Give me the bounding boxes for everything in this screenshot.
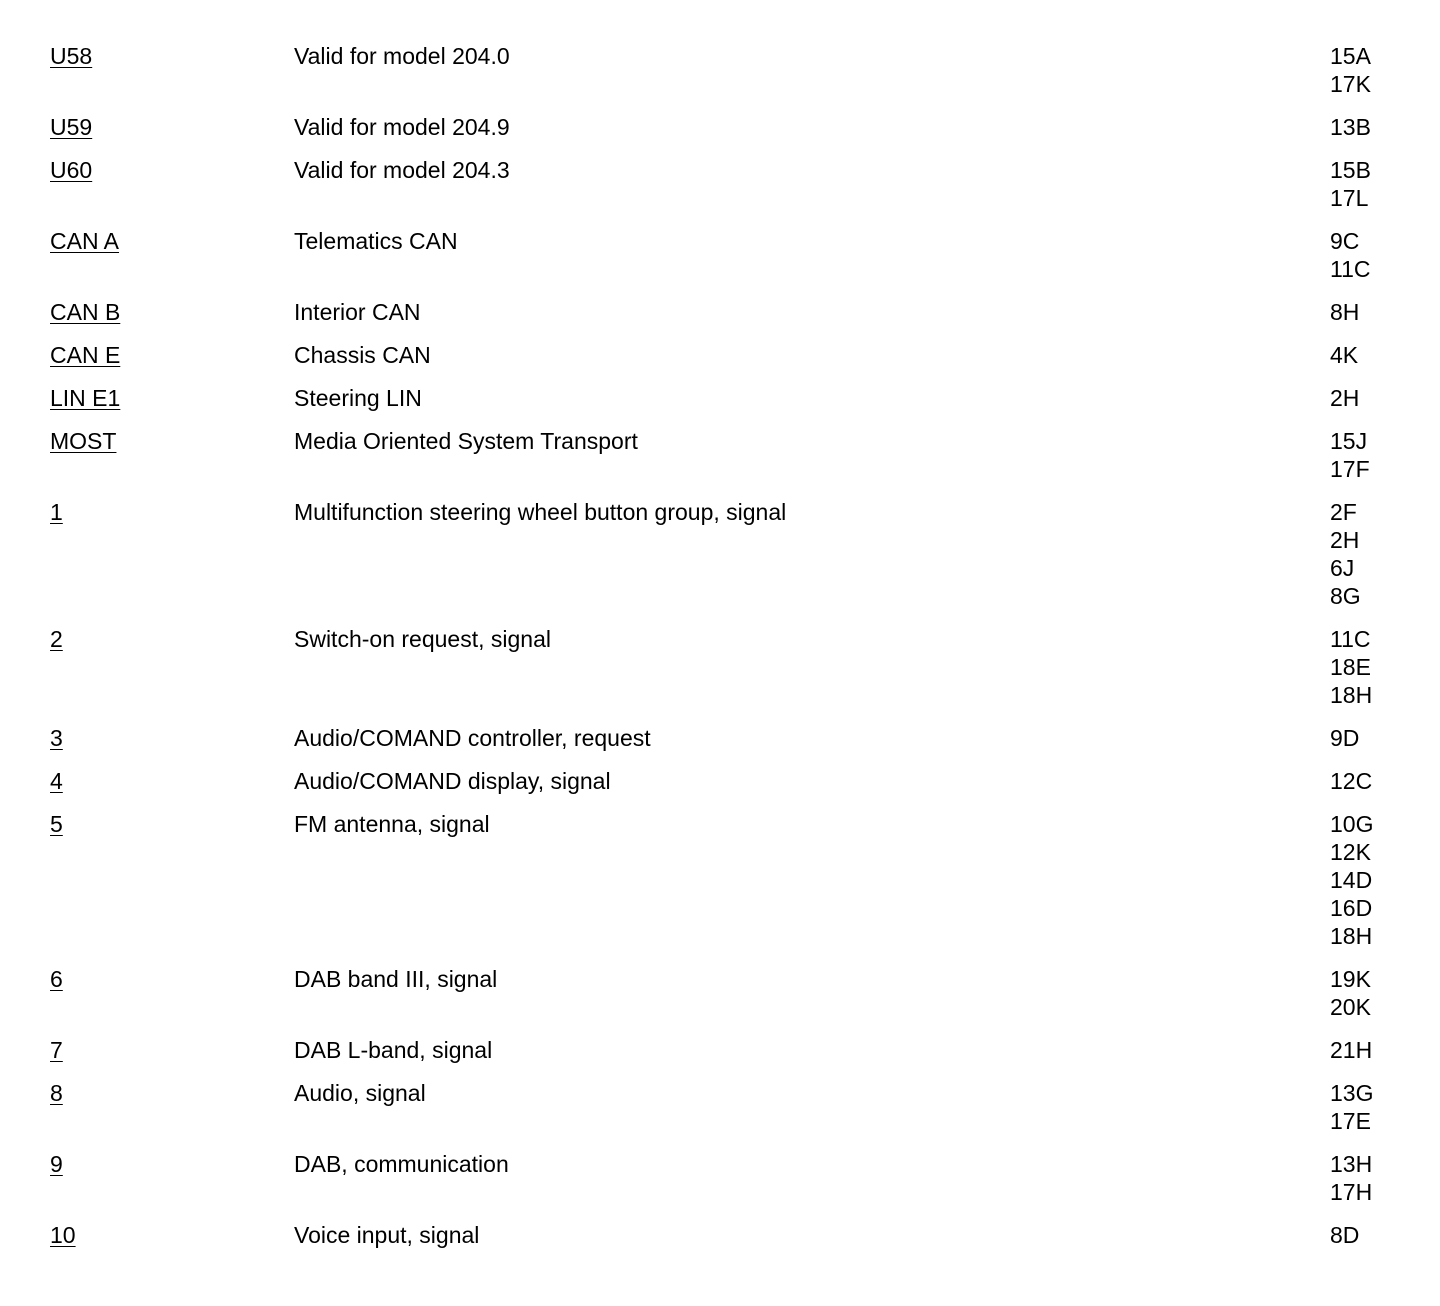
grid-reference: 13B bbox=[1330, 114, 1371, 140]
legend-row bbox=[0, 1221, 1440, 1249]
grid-reference: 2H bbox=[1330, 527, 1360, 553]
grid-reference: 4K bbox=[1330, 342, 1359, 368]
grid-reference: 9C bbox=[1330, 228, 1360, 254]
legend-code-link[interactable]: 4 bbox=[50, 768, 63, 794]
legend-grid-refs bbox=[1330, 965, 1440, 1021]
grid-reference: 17K bbox=[1330, 71, 1371, 97]
legend-grid-refs bbox=[1330, 625, 1440, 709]
legend-grid-refs bbox=[1330, 298, 1440, 326]
legend-description: Valid for model 204.3 bbox=[294, 157, 510, 183]
legend-code-link[interactable]: 8 bbox=[50, 1080, 63, 1106]
grid-reference: 13H bbox=[1330, 1151, 1373, 1177]
legend-grid-refs bbox=[1330, 1036, 1440, 1064]
legend-row bbox=[0, 42, 1440, 98]
legend-list bbox=[0, 42, 1440, 1264]
legend-grid-refs bbox=[1330, 810, 1440, 950]
legend-code-link[interactable]: MOST bbox=[50, 428, 117, 454]
grid-reference: 16D bbox=[1330, 895, 1373, 921]
grid-reference: 15B bbox=[1330, 157, 1371, 183]
legend-row bbox=[0, 810, 1440, 950]
legend-code-link[interactable]: CAN A bbox=[50, 228, 120, 254]
legend-grid-refs bbox=[1330, 767, 1440, 795]
grid-reference: 6J bbox=[1330, 555, 1355, 581]
grid-reference: 12K bbox=[1330, 839, 1371, 865]
legend-code-link[interactable]: U59 bbox=[50, 114, 93, 140]
grid-reference: 17E bbox=[1330, 1108, 1371, 1134]
legend-code-link[interactable]: 3 bbox=[50, 725, 63, 751]
legend-code-link[interactable]: 6 bbox=[50, 966, 63, 992]
legend-row bbox=[0, 965, 1440, 1021]
legend-grid-refs bbox=[1330, 384, 1440, 412]
legend-row bbox=[0, 625, 1440, 709]
legend-description: Valid for model 204.0 bbox=[294, 43, 510, 69]
legend-description: DAB, communication bbox=[294, 1151, 509, 1177]
grid-reference: 8G bbox=[1330, 583, 1361, 609]
grid-reference: 18E bbox=[1330, 654, 1371, 680]
grid-reference: 17F bbox=[1330, 456, 1370, 482]
legend-row bbox=[0, 227, 1440, 283]
grid-reference: 21H bbox=[1330, 1037, 1373, 1063]
grid-reference: 8D bbox=[1330, 1222, 1360, 1248]
legend-code-link[interactable]: 2 bbox=[50, 626, 63, 652]
grid-reference: 11C bbox=[1330, 256, 1371, 282]
legend-grid-refs bbox=[1330, 227, 1440, 283]
grid-reference: 8H bbox=[1330, 299, 1360, 325]
grid-reference: 2H bbox=[1330, 385, 1360, 411]
legend-description: Audio/COMAND controller, request bbox=[294, 725, 651, 751]
legend-description: DAB band III, signal bbox=[294, 966, 498, 992]
legend-description: Steering LIN bbox=[294, 385, 422, 411]
legend-code-link[interactable]: 9 bbox=[50, 1151, 63, 1177]
legend-row bbox=[0, 1036, 1440, 1064]
legend-description: Multifunction steering wheel button group, signal bbox=[294, 499, 787, 525]
legend-code-link[interactable]: CAN B bbox=[50, 299, 121, 325]
legend-description: Voice input, signal bbox=[294, 1222, 480, 1248]
legend-row bbox=[0, 427, 1440, 483]
legend-row bbox=[0, 384, 1440, 412]
legend-row bbox=[0, 156, 1440, 212]
legend-code-link[interactable]: LIN E1 bbox=[50, 385, 121, 411]
legend-grid-refs bbox=[1330, 113, 1440, 141]
grid-reference: 20K bbox=[1330, 994, 1371, 1020]
legend-grid-refs bbox=[1330, 1221, 1440, 1249]
grid-reference: 2F bbox=[1330, 499, 1357, 525]
legend-code-link[interactable]: U58 bbox=[50, 43, 93, 69]
legend-grid-refs bbox=[1330, 724, 1440, 752]
legend-code-link[interactable]: U60 bbox=[50, 157, 93, 183]
legend-row bbox=[0, 298, 1440, 326]
legend-code-link[interactable]: CAN E bbox=[50, 342, 121, 368]
legend-grid-refs bbox=[1330, 498, 1440, 610]
grid-reference: 19K bbox=[1330, 966, 1371, 992]
legend-grid-refs bbox=[1330, 1150, 1440, 1206]
legend-grid-refs bbox=[1330, 341, 1440, 369]
grid-reference: 17H bbox=[1330, 1179, 1373, 1205]
grid-reference: 9D bbox=[1330, 725, 1360, 751]
legend-description: Audio, signal bbox=[294, 1080, 426, 1106]
legend-code-link[interactable]: 10 bbox=[50, 1222, 76, 1248]
legend-description: DAB L-band, signal bbox=[294, 1037, 493, 1063]
grid-reference: 15A bbox=[1330, 43, 1371, 69]
grid-reference: 10G bbox=[1330, 811, 1374, 837]
legend-description: Interior CAN bbox=[294, 299, 421, 325]
legend-row bbox=[0, 1150, 1440, 1206]
legend-row bbox=[0, 113, 1440, 141]
legend-grid-refs bbox=[1330, 42, 1440, 98]
legend-grid-refs bbox=[1330, 1079, 1440, 1135]
legend-description: Valid for model 204.9 bbox=[294, 114, 510, 140]
grid-reference: 12C bbox=[1330, 768, 1373, 794]
legend-description: Chassis CAN bbox=[294, 342, 431, 368]
legend-description: FM antenna, signal bbox=[294, 811, 490, 837]
legend-description: Switch-on request, signal bbox=[294, 626, 551, 652]
legend-row bbox=[0, 1079, 1440, 1135]
legend-row bbox=[0, 767, 1440, 795]
legend-code-link[interactable]: 7 bbox=[50, 1037, 63, 1063]
legend-description: Telematics CAN bbox=[294, 228, 458, 254]
grid-reference: 14D bbox=[1330, 867, 1373, 893]
legend-row bbox=[0, 341, 1440, 369]
legend-description: Audio/COMAND display, signal bbox=[294, 768, 611, 794]
grid-reference: 17L bbox=[1330, 185, 1369, 211]
grid-reference: 18H bbox=[1330, 923, 1373, 949]
legend-description: Media Oriented System Transport bbox=[294, 428, 638, 454]
legend-code-link[interactable]: 5 bbox=[50, 811, 63, 837]
grid-reference: 15J bbox=[1330, 428, 1368, 454]
grid-reference: 18H bbox=[1330, 682, 1373, 708]
grid-reference: 11C bbox=[1330, 626, 1371, 652]
legend-row bbox=[0, 498, 1440, 610]
legend-row bbox=[0, 724, 1440, 752]
legend-grid-refs bbox=[1330, 156, 1440, 212]
grid-reference: 13G bbox=[1330, 1080, 1374, 1106]
legend-code-link[interactable]: 1 bbox=[50, 499, 63, 525]
legend-grid-refs bbox=[1330, 427, 1440, 483]
